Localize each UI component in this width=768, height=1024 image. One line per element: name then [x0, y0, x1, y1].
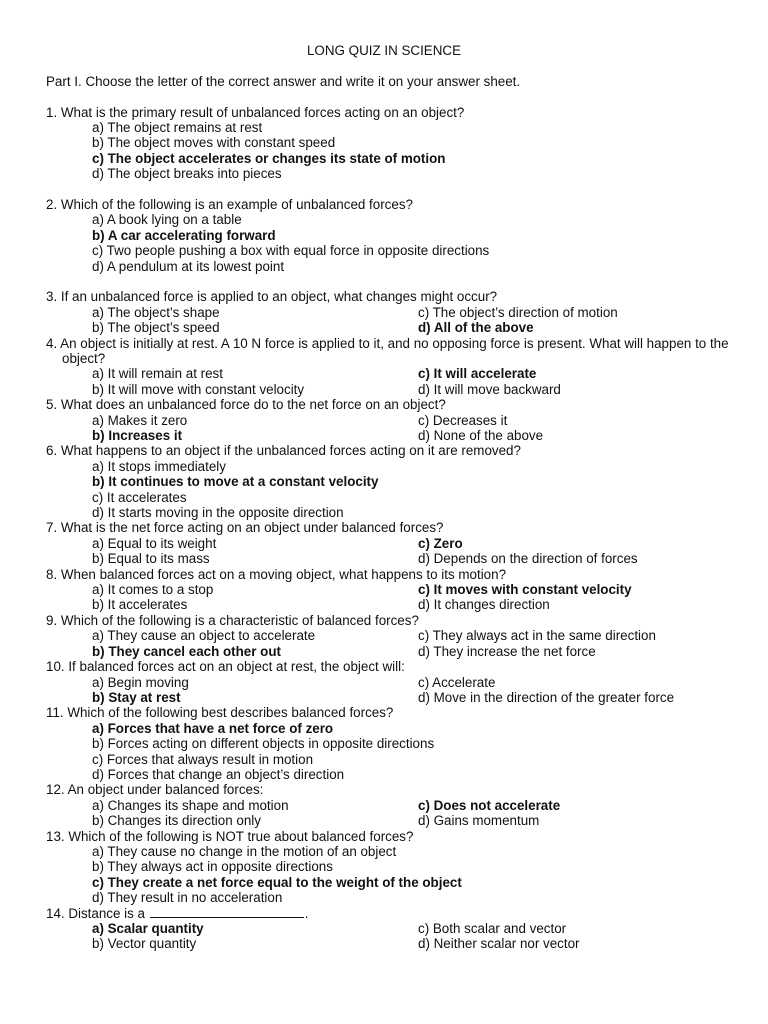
answer-option: c) Zero [418, 535, 463, 551]
question-text: 4. An object is initially at rest. A 10 N force is applied to it, and no opposing force is present. What will happen to the object? [46, 335, 729, 366]
answer-option: d) They result in no acceleration [92, 890, 283, 906]
answer-option: a) They cause an object to accelerate [92, 628, 316, 644]
question-9 [46, 613, 736, 659]
answer-option: a) Begin moving [92, 674, 189, 690]
answer-option: a) Scalar quantity [92, 921, 204, 936]
answer-options [46, 844, 736, 906]
page-title: LONG QUIZ IN SCIENCE [306, 43, 461, 58]
answer-option: c) Does not accelerate [418, 797, 561, 813]
answer-option: a) The object’s shape [92, 304, 220, 320]
answer-option: d) They increase the net force [418, 643, 596, 659]
question-text: 13. Which of the following is NOT true about balanced forces? [46, 828, 414, 844]
question-6 [46, 443, 736, 520]
answer-option: d) A pendulum at its lowest point [92, 258, 285, 274]
answer-option: d) The object breaks into pieces [92, 166, 282, 182]
answer-option: b) Forces acting on different objects in opposite directions [92, 736, 435, 752]
answer-option: a) It will remain at rest [92, 366, 223, 382]
answer-option: d) Move in the direction of the greater force [418, 689, 675, 705]
answer-option: c) Two people pushing a box with equal force in opposite directions [92, 243, 490, 259]
answer-option: b) Increases it [92, 428, 183, 443]
question-11 [46, 705, 736, 782]
question-4 [46, 336, 736, 398]
answer-option: a) Makes it zero [92, 412, 188, 428]
instructions: Part I. Choose the letter of the correct answer and write it on your answer sheet. [46, 74, 521, 89]
answer-option: b) Vector quantity [92, 936, 197, 952]
question-text-start: 14. Distance is a [46, 905, 145, 921]
spacer [46, 274, 736, 289]
answer-options [46, 721, 736, 783]
question-text: 11. Which of the following best describes balanced forces? [46, 705, 394, 721]
answer-option: a) A book lying on a table [92, 212, 242, 228]
answer-option: a) The object remains at rest [92, 119, 263, 135]
answer-options [46, 459, 736, 521]
question-text: 10. If balanced forces act on an object at rest, the object will: [46, 659, 405, 675]
answer-option: b) It accelerates [92, 597, 188, 613]
answer-options [46, 798, 736, 829]
answer-option: b) They cancel each other out [92, 643, 281, 659]
answer-option: a) Equal to its weight [92, 535, 217, 551]
answer-option: b) A car accelerating forward [92, 227, 276, 243]
answer-option: a) It stops immediately [92, 458, 226, 474]
question-12 [46, 782, 736, 828]
question-text: 7. What is the net force acting on an object under balanced forces? [46, 520, 444, 536]
answer-option: a) They cause no change in the motion of an object [92, 843, 397, 859]
answer-option: d) Gains momentum [418, 813, 540, 829]
question-text: 5. What does an unbalanced force do to the net force on an object? [46, 397, 446, 413]
question-8 [46, 567, 736, 613]
answer-option: c) Both scalar and vector [418, 921, 567, 936]
answer-options [46, 536, 736, 567]
answer-option: c) They create a net force equal to the weight of the object [92, 874, 462, 890]
question-5 [46, 397, 736, 443]
answer-option: d) It will move backward [418, 381, 561, 397]
question-1 [46, 105, 736, 182]
answer-option: d) None of the above [418, 428, 544, 443]
question-list [46, 105, 736, 952]
question-7 [46, 520, 736, 566]
answer-option: d) Neither scalar nor vector [418, 936, 580, 952]
answer-options [46, 212, 736, 274]
answer-option: d) Depends on the direction of forces [418, 551, 638, 567]
question-text: 3. If an unbalanced force is applied to an object, what changes might occur? [46, 289, 498, 305]
answer-option: b) It will move with constant velocity [92, 381, 305, 397]
question-text: 2. Which of the following is an example of unbalanced forces? [46, 196, 413, 212]
answer-option: c) Decreases it [418, 412, 508, 428]
answer-option: d) It changes direction [418, 597, 550, 613]
question-2 [46, 197, 736, 274]
question-text-end: . [304, 905, 309, 921]
answer-option: b) It continues to move at a constant velocity [92, 474, 379, 490]
question-text: 12. An object under balanced forces: [46, 782, 264, 798]
question-text [46, 906, 736, 921]
answer-options [46, 366, 736, 397]
question-text: 9. Which of the following is a characteristic of balanced forces? [46, 612, 419, 628]
answer-options [46, 413, 736, 444]
answer-blank [150, 906, 304, 918]
answer-options [46, 921, 736, 952]
answer-options [46, 582, 736, 613]
question-text: 6. What happens to an object if the unbalanced forces acting on it are removed? [46, 443, 521, 459]
question-text: 8. When balanced forces act on a moving object, what happens to its motion? [46, 566, 507, 582]
question-13 [46, 829, 736, 906]
answer-option: d) It starts moving in the opposite direction [92, 505, 344, 521]
answer-option: b) The object moves with constant speed [92, 135, 336, 151]
spacer [46, 182, 736, 197]
question-3 [46, 289, 736, 335]
answer-option: b) The object’s speed [92, 320, 220, 336]
answer-option: c) The object’s direction of motion [418, 304, 618, 320]
answer-option: d) All of the above [418, 320, 534, 336]
answer-option: a) Changes its shape and motion [92, 797, 289, 813]
answer-option: c) It accelerates [92, 489, 187, 505]
answer-option: c) The object accelerates or changes its state of motion [92, 150, 446, 166]
answer-option: b) They always act in opposite directions [92, 859, 333, 875]
answer-option: b) Stay at rest [92, 689, 181, 705]
question-text: 1. What is the primary result of unbalanced forces acting on an object? [46, 104, 465, 120]
answer-options [46, 628, 736, 659]
answer-option: a) It comes to a stop [92, 582, 214, 598]
answer-option: c) They always act in the same direction [418, 628, 656, 644]
answer-options [46, 675, 736, 706]
question-10 [46, 659, 736, 705]
answer-option: c) It will accelerate [418, 366, 537, 382]
answer-options [46, 305, 736, 336]
answer-option: d) Forces that change an object’s direction [92, 766, 345, 782]
answer-option: c) It moves with constant velocity [418, 582, 632, 598]
answer-option: a) Forces that have a net force of zero [92, 720, 334, 736]
answer-option: c) Accelerate [418, 674, 496, 690]
answer-options [46, 120, 736, 182]
answer-option: c) Forces that always result in motion [92, 751, 314, 767]
answer-option: b) Equal to its mass [92, 551, 210, 567]
answer-option: b) Changes its direction only [92, 813, 261, 829]
question-14 [46, 906, 736, 952]
